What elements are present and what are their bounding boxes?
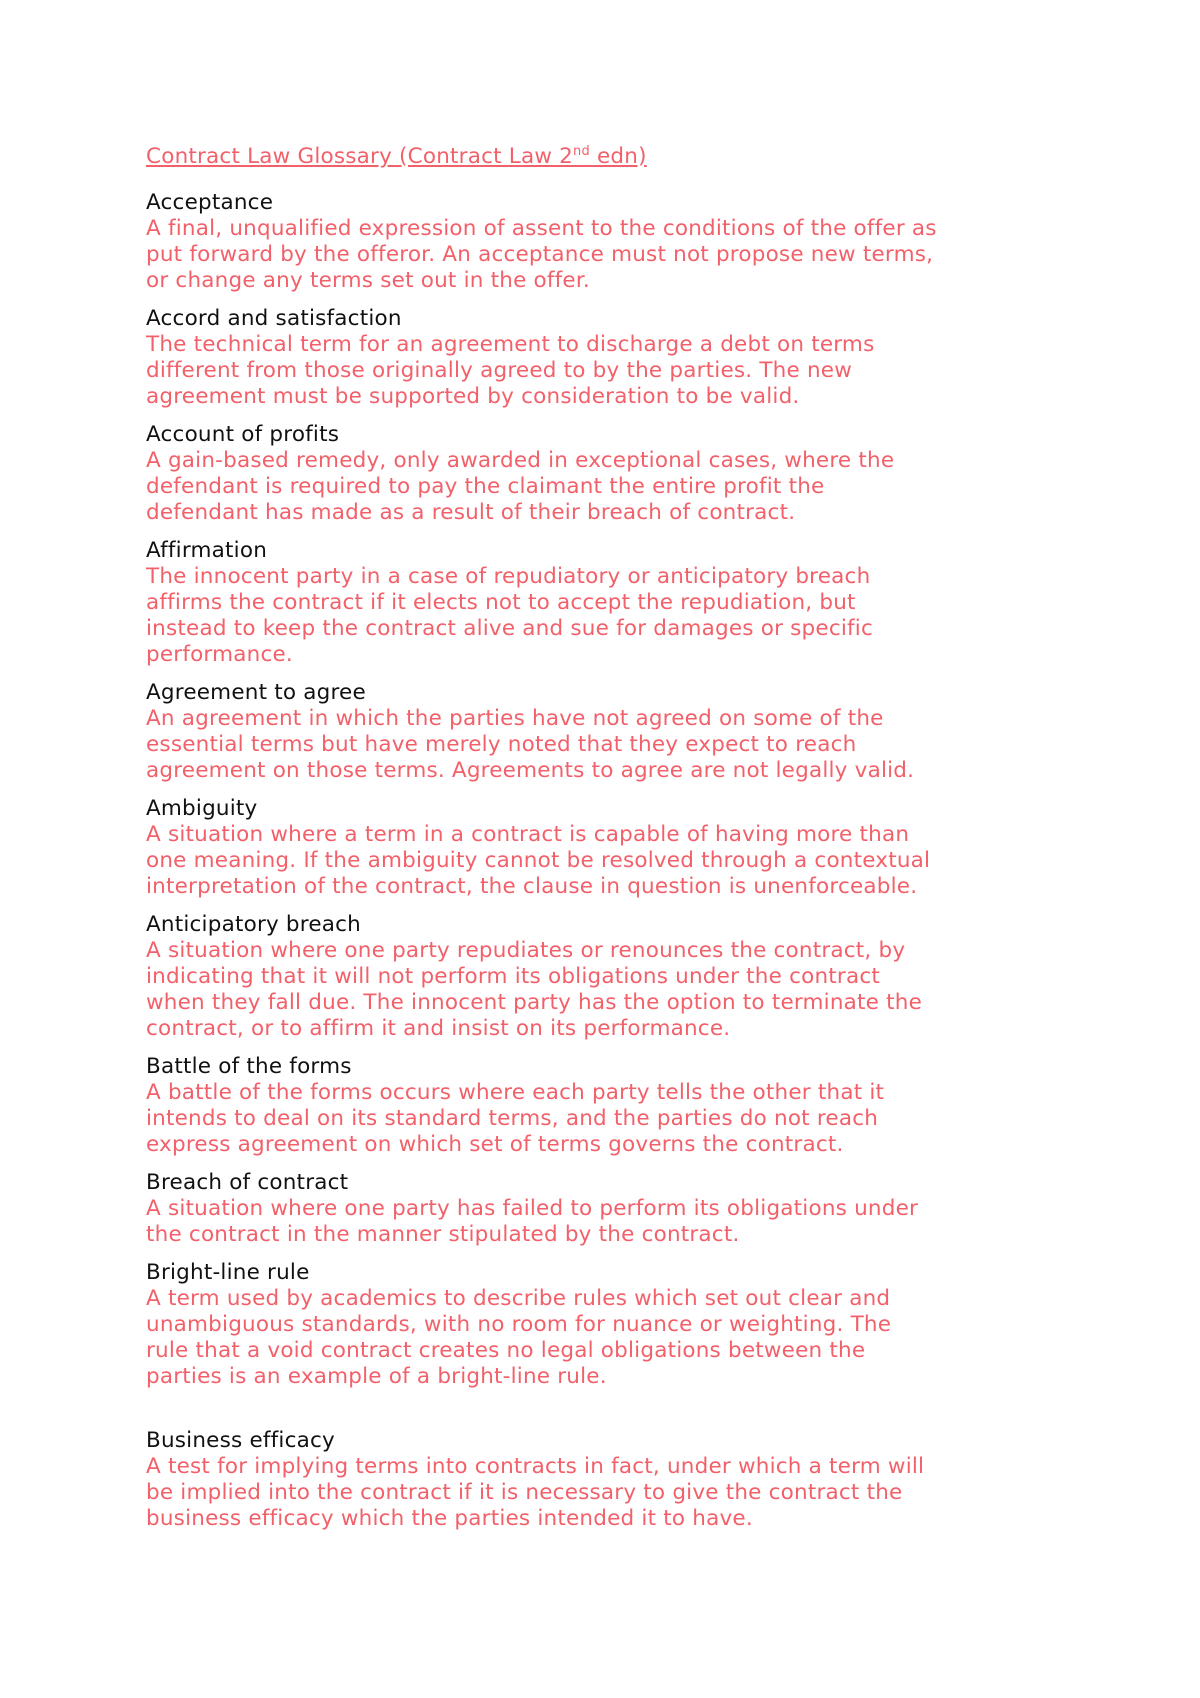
glossary-term: Business efficacy [146, 1428, 335, 1453]
glossary-term: Agreement to agree [146, 680, 366, 705]
definition-line: agreement must be supported by consideration to be valid. [146, 384, 800, 409]
definition-line: agreement on those terms. Agreements to agree are not legally valid. [146, 758, 915, 783]
glossary-entry [146, 306, 1086, 410]
glossary-entry [146, 190, 1086, 294]
definition-line: performance. [146, 642, 293, 667]
glossary-term: Battle of the forms [146, 1054, 352, 1079]
title-main: Contract Law Glossary (Contract Law 2 [146, 144, 574, 169]
title-tail: edn) [589, 144, 647, 169]
definition-line: A final, unqualified expression of assent to the conditions of the offer as [146, 216, 937, 241]
definition-line: when they fall due. The innocent party has the option to terminate the [146, 990, 923, 1015]
glossary-term: Bright-line rule [146, 1260, 310, 1285]
definition-line: contract, or to affirm it and insist on its performance. [146, 1016, 731, 1041]
definition-line: affirms the contract if it elects not to accept the repudiation, but [146, 590, 856, 615]
glossary-definition [146, 448, 1086, 526]
glossary-definition [146, 706, 1086, 784]
glossary-term: Breach of contract [146, 1170, 349, 1195]
definition-line: defendant has made as a result of their breach of contract. [146, 500, 796, 525]
definition-line: The technical term for an agreement to discharge a debt on terms [146, 332, 875, 357]
glossary-entry [146, 538, 1086, 668]
glossary-definition [146, 1286, 1086, 1390]
definition-line: A situation where one party repudiates or renounces the contract, by [146, 938, 906, 963]
definition-line: A gain-based remedy, only awarded in exceptional cases, where the [146, 448, 895, 473]
definition-line: express agreement on which set of terms governs the contract. [146, 1132, 844, 1157]
definition-line: parties is an example of a bright-line rule. [146, 1364, 607, 1389]
glossary-entry [146, 422, 1086, 526]
glossary-term: Anticipatory breach [146, 912, 361, 937]
definition-line: The innocent party in a case of repudiatory or anticipatory breach [146, 564, 871, 589]
definition-line: indicating that it will not perform its obligations under the contract [146, 964, 880, 989]
definition-line: or change any terms set out in the offer. [146, 268, 590, 293]
glossary-definition [146, 332, 1086, 410]
glossary-list [146, 190, 1086, 1532]
glossary-entry [146, 912, 1086, 1042]
definition-line: A situation where a term in a contract is capable of having more than [146, 822, 910, 847]
glossary-term: Affirmation [146, 538, 268, 563]
glossary-definition [146, 1454, 1086, 1532]
definition-line: essential terms but have merely noted that they expect to reach [146, 732, 857, 757]
definition-line: be implied into the contract if it is necessary to give the contract the [146, 1480, 903, 1505]
glossary-entry [146, 680, 1086, 784]
definition-line: instead to keep the contract alive and sue for damages or specific [146, 616, 873, 641]
glossary-definition [146, 822, 1086, 900]
definition-line: An agreement in which the parties have not agreed on some of the [146, 706, 884, 731]
glossary-entry [146, 1054, 1086, 1158]
definition-line: put forward by the offeror. An acceptance must not propose new terms, [146, 242, 934, 267]
definition-line: different from those originally agreed to by the parties. The new [146, 358, 852, 383]
definition-line: unambiguous standards, with no room for nuance or weighting. The [146, 1312, 892, 1337]
definition-line: interpretation of the contract, the clause in question is unenforceable. [146, 874, 918, 899]
glossary-definition [146, 1080, 1086, 1158]
definition-line: A term used by academics to describe rules which set out clear and [146, 1286, 891, 1311]
definition-line: defendant is required to pay the claimant the entire profit the [146, 474, 825, 499]
glossary-entry [146, 1428, 1086, 1532]
glossary-entry [146, 1260, 1086, 1390]
definition-line: the contract in the manner stipulated by the contract. [146, 1222, 740, 1247]
glossary-entry [146, 1170, 1086, 1248]
document-page [146, 142, 1086, 1544]
glossary-term: Accord and satisfaction [146, 306, 402, 331]
definition-line: business efficacy which the parties intended it to have. [146, 1506, 753, 1531]
glossary-definition [146, 938, 1086, 1042]
page-title [146, 142, 1086, 172]
definition-line: A situation where one party has failed to perform its obligations under [146, 1196, 919, 1221]
glossary-definition [146, 564, 1086, 668]
definition-line: intends to deal on its standard terms, and the parties do not reach [146, 1106, 879, 1131]
glossary-entry [146, 796, 1086, 900]
definition-line: rule that a void contract creates no legal obligations between the [146, 1338, 866, 1363]
title-superscript: nd [573, 143, 590, 159]
glossary-term: Ambiguity [146, 796, 258, 821]
glossary-definition [146, 1196, 1086, 1248]
definition-line: A test for implying terms into contracts in fact, under which a term will [146, 1454, 925, 1479]
definition-line: A battle of the forms occurs where each party tells the other that it [146, 1080, 885, 1105]
glossary-term: Account of profits [146, 422, 340, 447]
glossary-definition [146, 216, 1086, 294]
glossary-term: Acceptance [146, 190, 274, 215]
definition-line: one meaning. If the ambiguity cannot be resolved through a contextual [146, 848, 931, 873]
